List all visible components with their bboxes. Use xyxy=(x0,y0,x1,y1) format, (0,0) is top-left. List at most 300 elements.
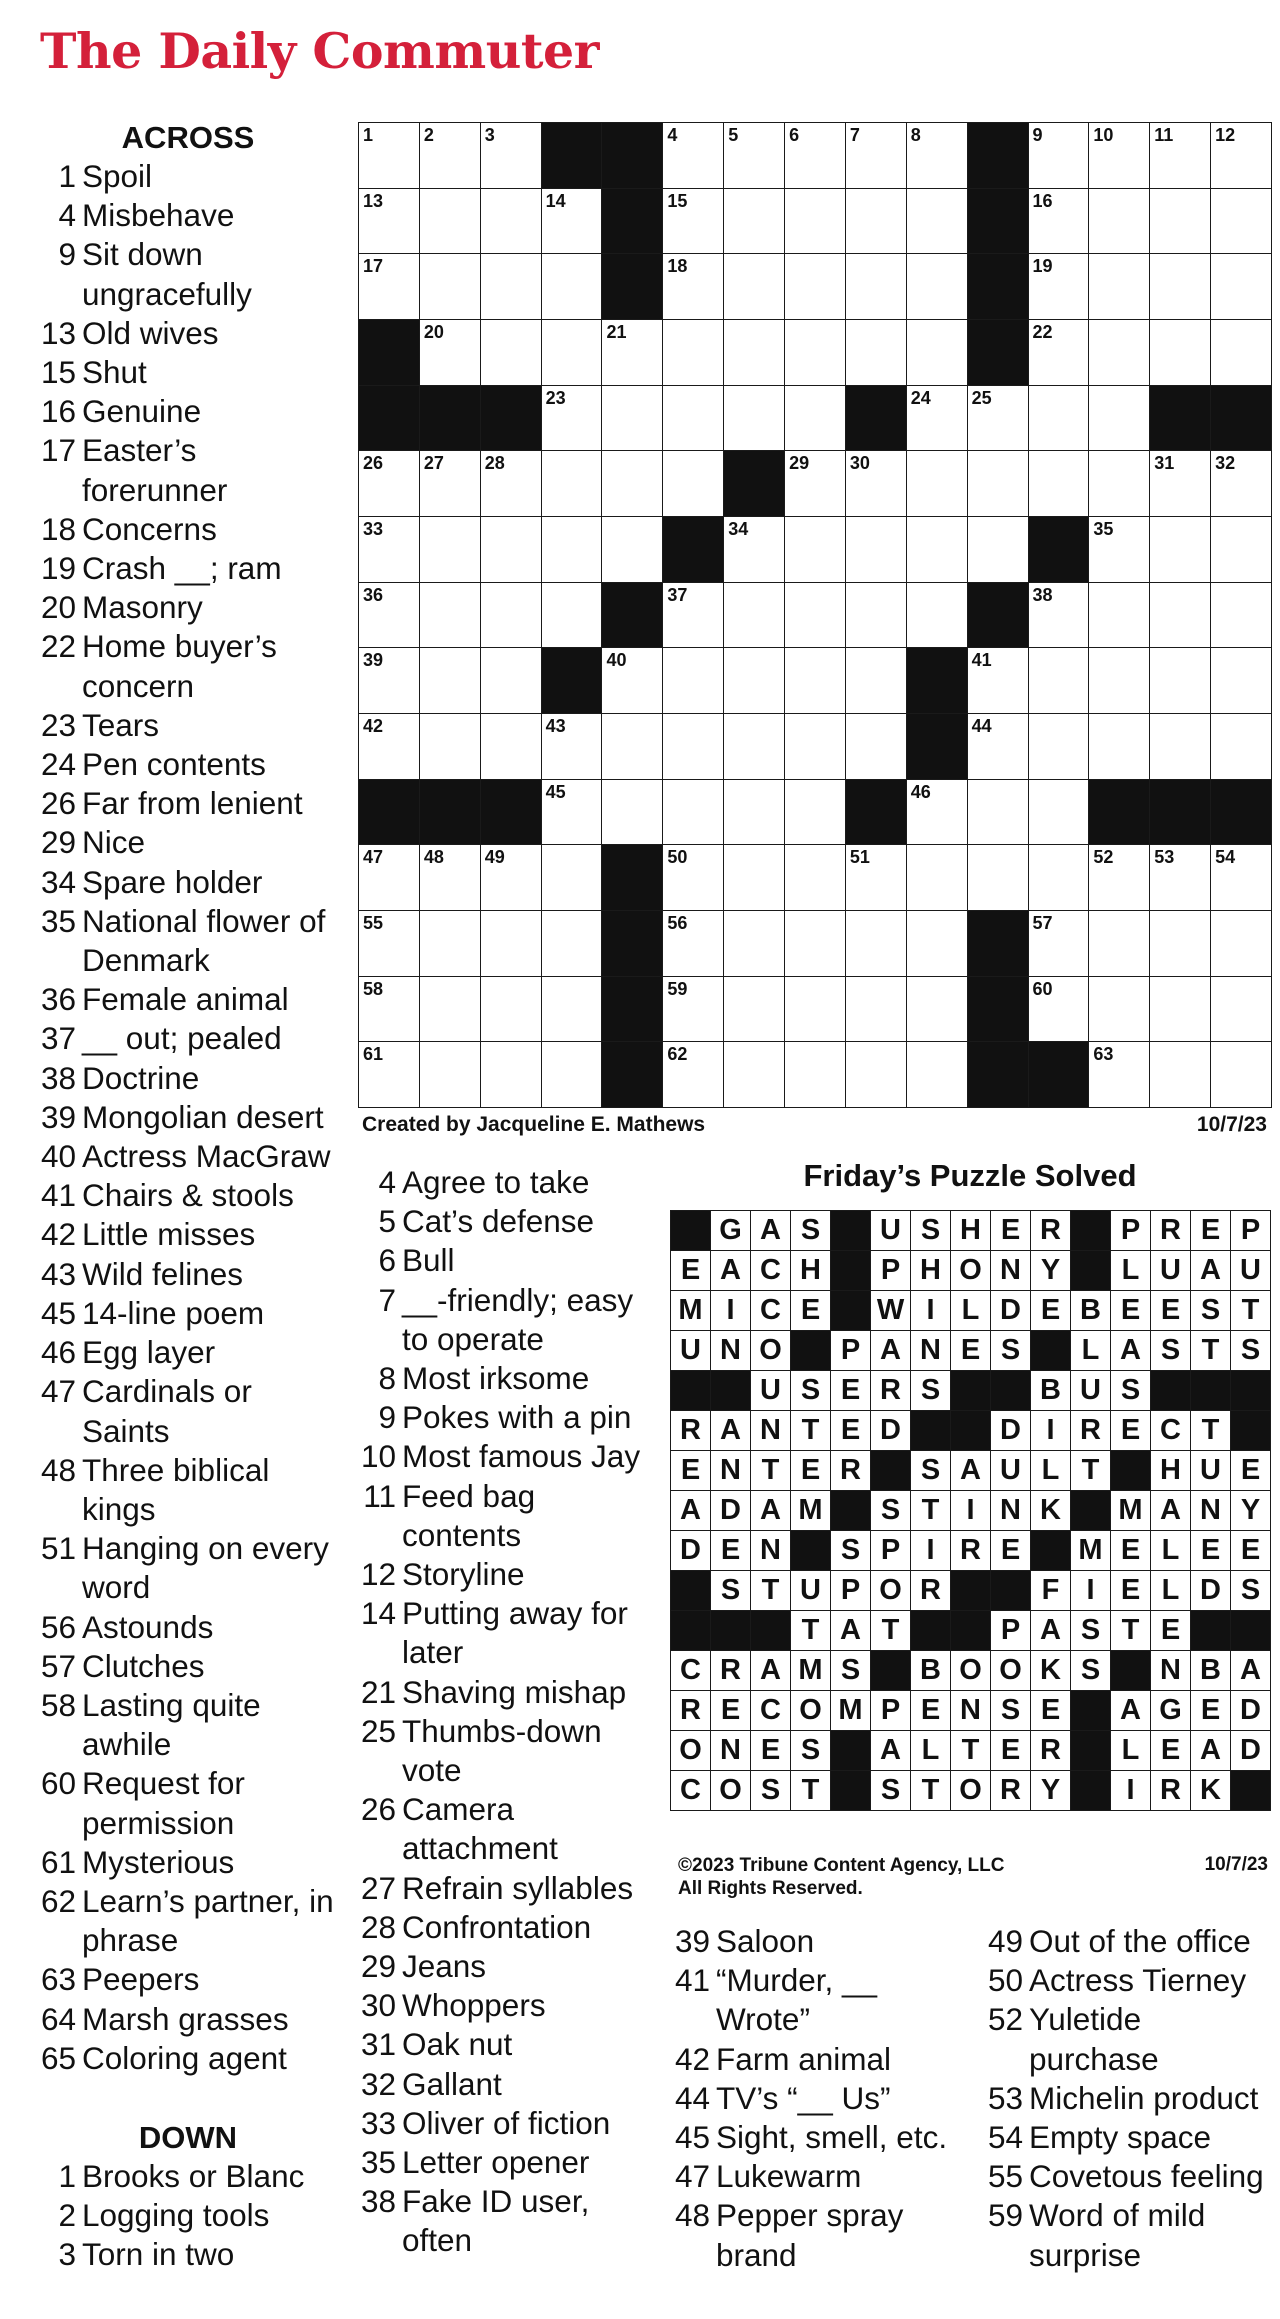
grid-cell[interactable] xyxy=(784,253,846,320)
clue-text: Thumbs-down xyxy=(402,1712,602,1749)
black-square xyxy=(358,319,420,386)
grid-cell[interactable] xyxy=(1088,976,1150,1043)
grid-cell[interactable] xyxy=(1088,910,1150,977)
grid-cell[interactable] xyxy=(541,779,603,846)
grid-cell[interactable] xyxy=(601,647,663,714)
grid-cell[interactable] xyxy=(419,319,481,386)
grid-cell[interactable] xyxy=(662,976,724,1043)
grid-cell[interactable] xyxy=(1088,188,1150,255)
grid-cell[interactable] xyxy=(541,385,603,452)
grid-cell[interactable] xyxy=(784,976,846,1043)
grid-cell[interactable] xyxy=(1210,188,1272,255)
grid-cell[interactable] xyxy=(541,910,603,977)
grid-cell[interactable] xyxy=(662,319,724,386)
solution-letter: E xyxy=(990,1210,1031,1251)
grid-cell[interactable] xyxy=(784,647,846,714)
grid-cell[interactable] xyxy=(784,844,846,911)
grid-cell[interactable] xyxy=(1210,582,1272,649)
grid-cell[interactable] xyxy=(358,450,420,517)
clue-number: 4 xyxy=(58,197,76,234)
grid-cell[interactable] xyxy=(480,582,542,649)
grid-cell[interactable] xyxy=(1088,647,1150,714)
grid-cell[interactable] xyxy=(419,713,481,780)
clue xyxy=(358,1555,658,1594)
clue xyxy=(672,2079,972,2118)
clue-text: later xyxy=(402,1634,464,1671)
solution-letter: I xyxy=(1030,1410,1071,1451)
solution-black-square xyxy=(950,1370,991,1411)
grid-cell[interactable] xyxy=(1088,1041,1150,1108)
clue xyxy=(358,1594,658,1672)
grid-cell[interactable] xyxy=(480,450,542,517)
grid-cell[interactable] xyxy=(845,516,907,583)
solution-letter: R xyxy=(1070,1410,1111,1451)
grid-cell[interactable] xyxy=(1088,122,1150,189)
grid-cell[interactable] xyxy=(480,1041,542,1108)
grid-cell[interactable] xyxy=(784,385,846,452)
grid-cell[interactable] xyxy=(480,253,542,320)
grid-cell[interactable] xyxy=(906,253,968,320)
grid-cell[interactable] xyxy=(723,976,785,1043)
clue-text: Actress Tierney xyxy=(1029,1962,1247,1999)
grid-cell[interactable] xyxy=(1210,910,1272,977)
cell-number: 40 xyxy=(606,650,627,671)
grid-cell[interactable] xyxy=(723,647,785,714)
grid-cell[interactable] xyxy=(1149,647,1211,714)
grid-cell[interactable] xyxy=(723,844,785,911)
clue xyxy=(358,1437,658,1476)
grid-cell[interactable] xyxy=(662,253,724,320)
cell-number: 15 xyxy=(667,190,688,211)
grid-cell[interactable] xyxy=(845,976,907,1043)
grid-cell[interactable] xyxy=(358,1041,420,1108)
grid-cell[interactable] xyxy=(1088,319,1150,386)
solution-letter: P xyxy=(870,1530,911,1571)
grid-cell[interactable] xyxy=(723,188,785,255)
solution-letter: I xyxy=(710,1290,751,1331)
grid-cell[interactable] xyxy=(1149,450,1211,517)
grid-cell[interactable] xyxy=(1028,385,1090,452)
solution-letter: E xyxy=(670,1450,711,1491)
clue-number: 53 xyxy=(987,2079,1023,2116)
solution-letter: A xyxy=(1110,1330,1151,1371)
clue-text: Home buyer’s xyxy=(82,628,277,665)
grid-cell[interactable] xyxy=(967,647,1029,714)
clue xyxy=(38,784,338,823)
grid-cell[interactable] xyxy=(784,122,846,189)
solution-letter: S xyxy=(1190,1290,1231,1331)
solution-letter: R xyxy=(1150,1210,1191,1251)
clue xyxy=(985,2000,1275,2078)
grid-cell[interactable] xyxy=(906,188,968,255)
grid-cell[interactable] xyxy=(419,253,481,320)
grid-cell[interactable] xyxy=(784,910,846,977)
solution-letter: R xyxy=(950,1530,991,1571)
clue-number: 14 xyxy=(360,1595,396,1632)
grid-cell[interactable] xyxy=(723,713,785,780)
grid-cell[interactable] xyxy=(358,516,420,583)
solution-letter: S xyxy=(1150,1330,1191,1371)
grid-cell[interactable] xyxy=(480,516,542,583)
grid-cell[interactable] xyxy=(906,319,968,386)
grid-cell[interactable] xyxy=(967,385,1029,452)
grid-cell[interactable] xyxy=(662,779,724,846)
clue xyxy=(38,980,338,1019)
grid-cell[interactable] xyxy=(1028,188,1090,255)
grid-cell[interactable] xyxy=(967,450,1029,517)
grid-cell[interactable] xyxy=(358,976,420,1043)
grid-cell[interactable] xyxy=(906,122,968,189)
grid-cell[interactable] xyxy=(419,122,481,189)
grid-cell[interactable] xyxy=(784,516,846,583)
solution-letter: L xyxy=(1150,1530,1191,1571)
clue-text: Lukewarm xyxy=(716,2158,862,2195)
grid-cell[interactable] xyxy=(723,1041,785,1108)
grid-cell[interactable] xyxy=(662,385,724,452)
cell-number: 57 xyxy=(1032,913,1053,933)
solution-black-square xyxy=(1030,1330,1071,1371)
grid-cell[interactable] xyxy=(1210,122,1272,189)
grid-cell[interactable] xyxy=(1210,844,1272,911)
clue-number: 46 xyxy=(40,1334,76,1371)
grid-cell[interactable] xyxy=(480,188,542,255)
grid-cell[interactable] xyxy=(419,976,481,1043)
clue-number: 51 xyxy=(40,1530,76,1567)
solution-letter: O xyxy=(710,1770,751,1811)
solution-letter: E xyxy=(790,1290,831,1331)
clue-text: Shut xyxy=(82,354,147,391)
grid-cell[interactable] xyxy=(1210,976,1272,1043)
grid-cell[interactable] xyxy=(906,516,968,583)
clue-text: Putting away for xyxy=(402,1595,628,1632)
solution-letter: N xyxy=(990,1250,1031,1291)
clue-number: 39 xyxy=(674,1923,710,1959)
grid-cell[interactable] xyxy=(1088,713,1150,780)
grid-cell[interactable] xyxy=(1149,910,1211,977)
grid-cell[interactable] xyxy=(967,779,1029,846)
grid-cell[interactable] xyxy=(967,844,1029,911)
grid-cell[interactable] xyxy=(480,713,542,780)
grid-cell[interactable] xyxy=(845,1041,907,1108)
grid-cell[interactable] xyxy=(541,976,603,1043)
grid-cell[interactable] xyxy=(1028,253,1090,320)
grid-cell[interactable] xyxy=(480,844,542,911)
grid-cell[interactable] xyxy=(358,253,420,320)
grid-cell[interactable] xyxy=(601,713,663,780)
grid-cell[interactable] xyxy=(358,713,420,780)
grid-cell[interactable] xyxy=(1088,253,1150,320)
grid-cell[interactable] xyxy=(358,122,420,189)
clue-number: 15 xyxy=(40,354,76,391)
solution-black-square xyxy=(1070,1490,1111,1531)
grid-cell[interactable] xyxy=(784,779,846,846)
grid-cell[interactable] xyxy=(906,844,968,911)
grid-cell[interactable] xyxy=(541,1041,603,1108)
grid-cell[interactable] xyxy=(480,647,542,714)
grid-cell[interactable] xyxy=(419,1041,481,1108)
grid-cell[interactable] xyxy=(419,910,481,977)
grid-cell[interactable] xyxy=(662,844,724,911)
grid-cell[interactable] xyxy=(845,713,907,780)
clue xyxy=(38,1294,338,1333)
cell-number: 17 xyxy=(363,256,384,277)
clue xyxy=(38,1137,338,1176)
solution-letter: A xyxy=(870,1730,911,1771)
clue-number: 8 xyxy=(378,1360,396,1397)
grid-cell[interactable] xyxy=(662,582,724,649)
grid-cell[interactable] xyxy=(662,647,724,714)
solution-black-square xyxy=(950,1610,991,1651)
grid-cell[interactable] xyxy=(419,188,481,255)
solution-letter: C xyxy=(750,1290,791,1331)
solution-letter: T xyxy=(1230,1290,1271,1331)
clue-text: Tears xyxy=(82,706,160,743)
grid-cell[interactable] xyxy=(1149,844,1211,911)
grid-cell[interactable] xyxy=(1149,713,1211,780)
solution-letter: R xyxy=(870,1370,911,1411)
across-clue-list xyxy=(38,157,338,2078)
grid-cell[interactable] xyxy=(1088,844,1150,911)
grid-cell[interactable] xyxy=(541,582,603,649)
solution-letter: R xyxy=(1030,1210,1071,1251)
grid-cell[interactable] xyxy=(845,253,907,320)
grid-cell[interactable] xyxy=(358,582,420,649)
solution-letter: P xyxy=(830,1330,871,1371)
solution-letter: E xyxy=(790,1450,831,1491)
grid-cell[interactable] xyxy=(419,647,481,714)
grid-cell[interactable] xyxy=(419,450,481,517)
grid-cell[interactable] xyxy=(784,713,846,780)
grid-cell[interactable] xyxy=(601,385,663,452)
grid-cell[interactable] xyxy=(1149,188,1211,255)
solution-letter: I xyxy=(1070,1570,1111,1611)
cell-number: 16 xyxy=(1032,190,1053,211)
grid-cell[interactable] xyxy=(906,385,968,452)
grid-cell[interactable] xyxy=(419,516,481,583)
grid-cell[interactable] xyxy=(845,647,907,714)
grid-cell[interactable] xyxy=(784,1041,846,1108)
clue-text: Far from lenient xyxy=(82,785,303,822)
grid-cell[interactable] xyxy=(784,188,846,255)
grid-cell[interactable] xyxy=(541,844,603,911)
grid-cell[interactable] xyxy=(845,122,907,189)
grid-cell[interactable] xyxy=(906,976,968,1043)
grid-cell[interactable] xyxy=(1210,516,1272,583)
solution-letter: S xyxy=(830,1650,871,1691)
solution-letter: E xyxy=(990,1530,1031,1571)
black-square xyxy=(601,253,663,320)
grid-cell[interactable] xyxy=(601,516,663,583)
grid-cell[interactable] xyxy=(541,319,603,386)
solution-letter: G xyxy=(1150,1690,1191,1731)
solution-letter: B xyxy=(910,1650,951,1691)
grid-cell[interactable] xyxy=(662,1041,724,1108)
grid-cell[interactable] xyxy=(906,450,968,517)
clue-number: 52 xyxy=(987,2001,1023,2038)
solution-black-square xyxy=(670,1570,711,1611)
cell-number: 13 xyxy=(363,190,384,211)
copyright-line: ©2023 Tribune Content Agency, LLC xyxy=(678,1855,1005,1876)
solution-letter: E xyxy=(1110,1570,1151,1611)
grid-cell[interactable] xyxy=(845,582,907,649)
grid-cell[interactable] xyxy=(1149,516,1211,583)
solution-letter: C xyxy=(1150,1410,1191,1451)
grid-cell[interactable] xyxy=(723,516,785,583)
grid-cell[interactable] xyxy=(723,385,785,452)
solution-letter: N xyxy=(710,1450,751,1491)
grid-cell[interactable] xyxy=(601,779,663,846)
solution-black-square xyxy=(750,1610,791,1651)
clue-text: Old wives xyxy=(82,314,219,351)
grid-cell[interactable] xyxy=(1088,582,1150,649)
grid-cell[interactable] xyxy=(541,253,603,320)
clue xyxy=(38,235,338,313)
clue-number: 9 xyxy=(378,1399,396,1436)
grid-cell[interactable] xyxy=(784,450,846,517)
grid-cell[interactable] xyxy=(1149,1041,1211,1108)
grid-cell[interactable] xyxy=(541,450,603,517)
solution-letter: E xyxy=(910,1690,951,1731)
clue-number: 63 xyxy=(40,1961,76,1998)
grid-cell[interactable] xyxy=(601,450,663,517)
grid-cell[interactable] xyxy=(1028,910,1090,977)
grid-cell[interactable] xyxy=(1028,122,1090,189)
grid-cell[interactable] xyxy=(1210,319,1272,386)
grid-cell[interactable] xyxy=(1088,516,1150,583)
cell-number: 42 xyxy=(363,716,384,736)
grid-cell[interactable] xyxy=(1149,253,1211,320)
grid-cell[interactable] xyxy=(358,647,420,714)
grid-cell[interactable] xyxy=(723,910,785,977)
solution-letter: D xyxy=(870,1410,911,1451)
solution-letter: A xyxy=(710,1250,751,1291)
grid-cell[interactable] xyxy=(1210,713,1272,780)
solution-black-square xyxy=(1190,1370,1231,1411)
grid-cell[interactable] xyxy=(1210,647,1272,714)
grid-cell[interactable] xyxy=(1149,976,1211,1043)
grid-cell[interactable] xyxy=(906,779,968,846)
grid-cell[interactable] xyxy=(1028,582,1090,649)
clue xyxy=(672,2157,972,2196)
black-square xyxy=(1028,1041,1090,1108)
grid-cell[interactable] xyxy=(480,319,542,386)
grid-cell[interactable] xyxy=(662,910,724,977)
grid-cell[interactable] xyxy=(723,122,785,189)
clue-number: 16 xyxy=(40,393,76,430)
grid-cell[interactable] xyxy=(784,319,846,386)
grid-cell[interactable] xyxy=(358,844,420,911)
solution-letter: A xyxy=(1110,1690,1151,1731)
clue-number: 45 xyxy=(40,1294,76,1331)
clue-number: 5 xyxy=(378,1203,396,1240)
grid-cell[interactable] xyxy=(1028,319,1090,386)
grid-cell[interactable] xyxy=(480,910,542,977)
grid-cell[interactable] xyxy=(419,582,481,649)
clue-text: Cat’s defense xyxy=(402,1203,595,1240)
grid-cell[interactable] xyxy=(662,188,724,255)
grid-cell[interactable] xyxy=(541,516,603,583)
black-square xyxy=(1028,516,1090,583)
grid-cell[interactable] xyxy=(1088,385,1150,452)
solution-black-square xyxy=(1070,1690,1111,1731)
grid-cell[interactable] xyxy=(1028,844,1090,911)
grid-cell[interactable] xyxy=(906,910,968,977)
grid-cell[interactable] xyxy=(1149,582,1211,649)
grid-cell[interactable] xyxy=(1210,253,1272,320)
grid-cell[interactable] xyxy=(358,910,420,977)
grid-cell[interactable] xyxy=(967,516,1029,583)
clue-text: Sight, smell, etc. xyxy=(716,2119,948,2156)
grid-cell[interactable] xyxy=(662,713,724,780)
clue-text: Whoppers xyxy=(402,1987,546,2024)
grid-cell[interactable] xyxy=(1028,647,1090,714)
clue-text: to operate xyxy=(402,1320,544,1357)
grid-cell[interactable] xyxy=(967,713,1029,780)
clue-text: Spare holder xyxy=(82,863,263,900)
grid-cell[interactable] xyxy=(1149,122,1211,189)
grid-cell[interactable] xyxy=(480,122,542,189)
grid-cell[interactable] xyxy=(480,976,542,1043)
clue-number: 36 xyxy=(40,981,76,1018)
grid-cell[interactable] xyxy=(906,582,968,649)
cell-number: 19 xyxy=(1032,256,1053,277)
black-square xyxy=(967,582,1029,649)
grid-cell[interactable] xyxy=(1210,450,1272,517)
grid-cell[interactable] xyxy=(541,713,603,780)
grid-cell[interactable] xyxy=(541,188,603,255)
clue xyxy=(38,431,338,509)
grid-cell[interactable] xyxy=(1149,319,1211,386)
clue xyxy=(38,745,338,784)
grid-cell[interactable] xyxy=(1028,779,1090,846)
grid-cell[interactable] xyxy=(662,450,724,517)
clue xyxy=(358,1241,658,1280)
grid-cell[interactable] xyxy=(845,188,907,255)
solution-letter: E xyxy=(830,1410,871,1451)
grid-cell[interactable] xyxy=(662,122,724,189)
grid-cell[interactable] xyxy=(723,582,785,649)
clue-text: Astounds xyxy=(82,1608,214,1645)
grid-cell[interactable] xyxy=(845,319,907,386)
solution-black-square xyxy=(830,1250,871,1291)
grid-cell[interactable] xyxy=(1028,713,1090,780)
clue-number: 32 xyxy=(360,2065,396,2102)
grid-cell[interactable] xyxy=(906,1041,968,1108)
grid-cell[interactable] xyxy=(1028,450,1090,517)
grid-cell[interactable] xyxy=(601,319,663,386)
grid-cell[interactable] xyxy=(845,844,907,911)
grid-cell[interactable] xyxy=(1028,976,1090,1043)
grid-cell[interactable] xyxy=(784,582,846,649)
black-square xyxy=(601,1041,663,1108)
solution-heading: Friday’s Puzzle Solved xyxy=(803,1158,1137,1193)
clue-text: Wrote” xyxy=(716,2001,810,2038)
grid-cell[interactable] xyxy=(358,188,420,255)
solution-letter: N xyxy=(950,1690,991,1731)
cell-number: 4 xyxy=(667,125,678,145)
grid-cell[interactable] xyxy=(1210,1041,1272,1108)
grid-cell[interactable] xyxy=(845,450,907,517)
cell-number: 62 xyxy=(667,1044,688,1065)
grid-cell[interactable] xyxy=(419,844,481,911)
cell-number: 45 xyxy=(545,781,566,802)
grid-cell[interactable] xyxy=(723,319,785,386)
solution-letter: O xyxy=(670,1730,711,1771)
grid-cell[interactable] xyxy=(845,910,907,977)
grid-cell[interactable] xyxy=(723,253,785,320)
grid-cell[interactable] xyxy=(1088,450,1150,517)
grid-cell[interactable] xyxy=(723,779,785,846)
